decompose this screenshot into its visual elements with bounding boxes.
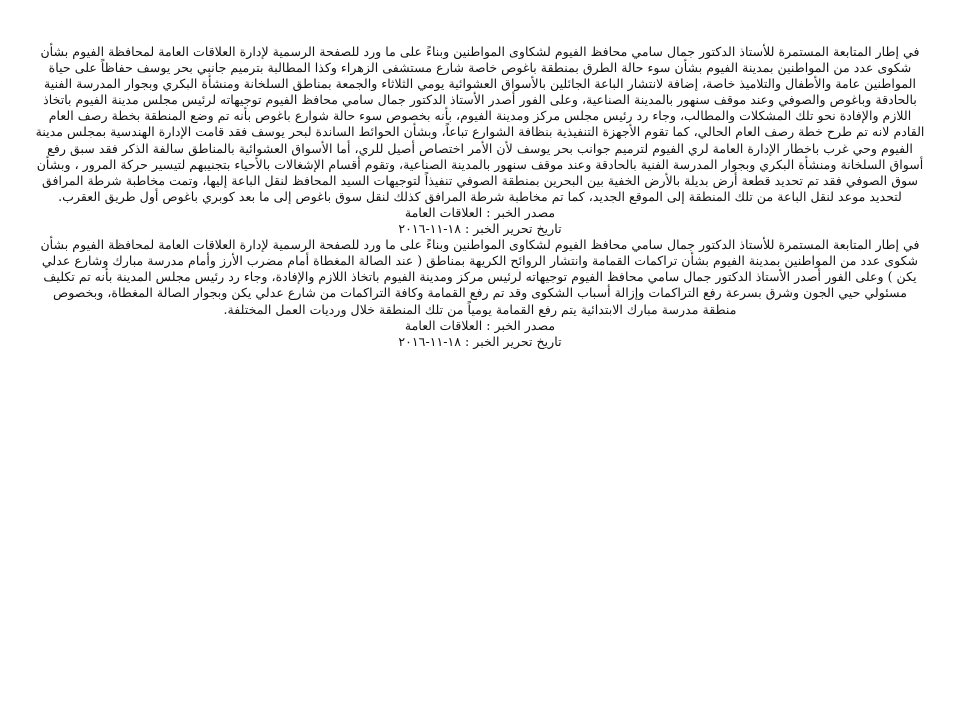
news-article-2 — [34, 237, 926, 350]
document-body — [34, 44, 926, 350]
article-date: تاريخ تحرير الخبر : ١٨-١١-٢٠١٦ — [398, 333, 562, 349]
article-source: مصدر الخبر : العلاقات العامة — [404, 317, 556, 333]
article-body: في إطار المتابعة المستمرة للأستاذ الدكتور جمال سامي محافظ الفيوم لشكاوى المواطنين وبناءً على ما ورد للصفحة الرسمية لإدارة العلاقات العامة لمحافظة الفيوم بشأن شكوى عدد من المواطنين بمدينة الفيوم بشأن تراكمات القمامة وانتشار الروائح الكريهة بمناطق ( عند الصالة المغطاة أمام مضرب الأرز وأمام مدرسة مبارك وشارع عدلي يكن ) وعلى الفور أصدر الأستاذ الدكتور جمال سامي محافظ الفيوم توجيهاته لرئيس مركز ومدينة الفيوم باتخاذ اللازم والإفادة، وجاء رد رئيس مجلس المدينة بأنه تم تكليف مسئولي حيي الجون وشرق بسرعة رفع التراكمات وإزالة أسباب الشكوى وقد تم رفع القمامة وكافة التراكمات من شارع عدلي يكن وبجوار الصالة المغطاة، وبخصوص منطقة مدرسة مبارك الابتدائية يتم رفع القمامة يومياً من تلك المنطقة خلال ورديات العمل المختلفة. — [40, 237, 920, 317]
news-article-1 — [34, 44, 926, 237]
article-body: في إطار المتابعة المستمرة للأستاذ الدكتور جمال سامي محافظ الفيوم لشكاوى المواطنين وبناءً على ما ورد للصفحة الرسمية لإدارة العلاقات العامة لمحافظة الفيوم بشأن شكوى عدد من المواطنين بمدينة الفيوم بشأن سوء حالة الطرق بمنطقة باغوص خاصة شارع مستشفى الزهراء وكذا المطالبة بترميم جانبي بحر يوسف حفاظاً على حياة المواطنين عامة والأطفال والتلاميذ خاصة، إضافة لانتشار الباعة الجائلين بالأسواق العشوائية يومي الثلاثاء والجمعة بمناطق السلخانة ومنشأة البكري وبجوار المدرسة الفنية بالحادقة وباغوص والصوفي وعند موقف سنهور بالمدينة الصناعية، وعلى الفور أصدر الأستاذ الدكتور جمال سامي محافظ الفيوم توجيهاته لرئيس مجلس مدينة الفيوم باتخاذ اللازم والإفادة نحو تلك المشكلات والمطالب، وجاء رد رئيس مجلس مركز ومدينة الفيوم، بأنه بخصوص سوء حالة شوارع باغوص بأنه تم وضع المنطقة بخطة رصف العام القادم لانه تم طرح خطة رصف العام الحالي، كما تقوم الأجهزة التنفيذية بنظافة الشوارع تباعاً، وبشأن الحوائط الساندة لبحر يوسف فقد قامت الإدارة الهندسية بمجلس مدينة الفيوم وحي غرب باخطار الإدارة العامة لري الفيوم لترميم جوانب بحر يوسف لأن الأمر اختصاص أصيل للري، أما الأسواق العشوائية بالمناطق سالفة الذكر فقد سبق رفع أسواق السلخانة ومنشأة البكري وبجوار المدرسة الفنية بالحادقة وعند موقف سنهور بالمدينة الصناعية، وتقوم أقسام الإشغالات بالأحياء بتجنيبهم لتيسير حركة المرور ، وبشأن سوق الصوفي فقد تم تحديد قطعة أرض بديلة بالأرض الخفية بين البحرين بمنطقة الصوفي تنفيذاً لتوجيهات السيد المحافظ لنقل الباعة إليها، وتمت مخاطبة شرطة المرافق لتحديد موعد لنقل الباعة من تلك المنطقة إلى الموقع الجديد، كما تم مخاطبة شرطة المرافق كذلك لنقل سوق باغوص إلى ما بعد كوبري باغوص أول طريق العقرب. — [35, 44, 925, 204]
article-source: مصدر الخبر : العلاقات العامة — [404, 204, 556, 220]
article-date: تاريخ تحرير الخبر : ١٨-١١-٢٠١٦ — [398, 221, 562, 237]
